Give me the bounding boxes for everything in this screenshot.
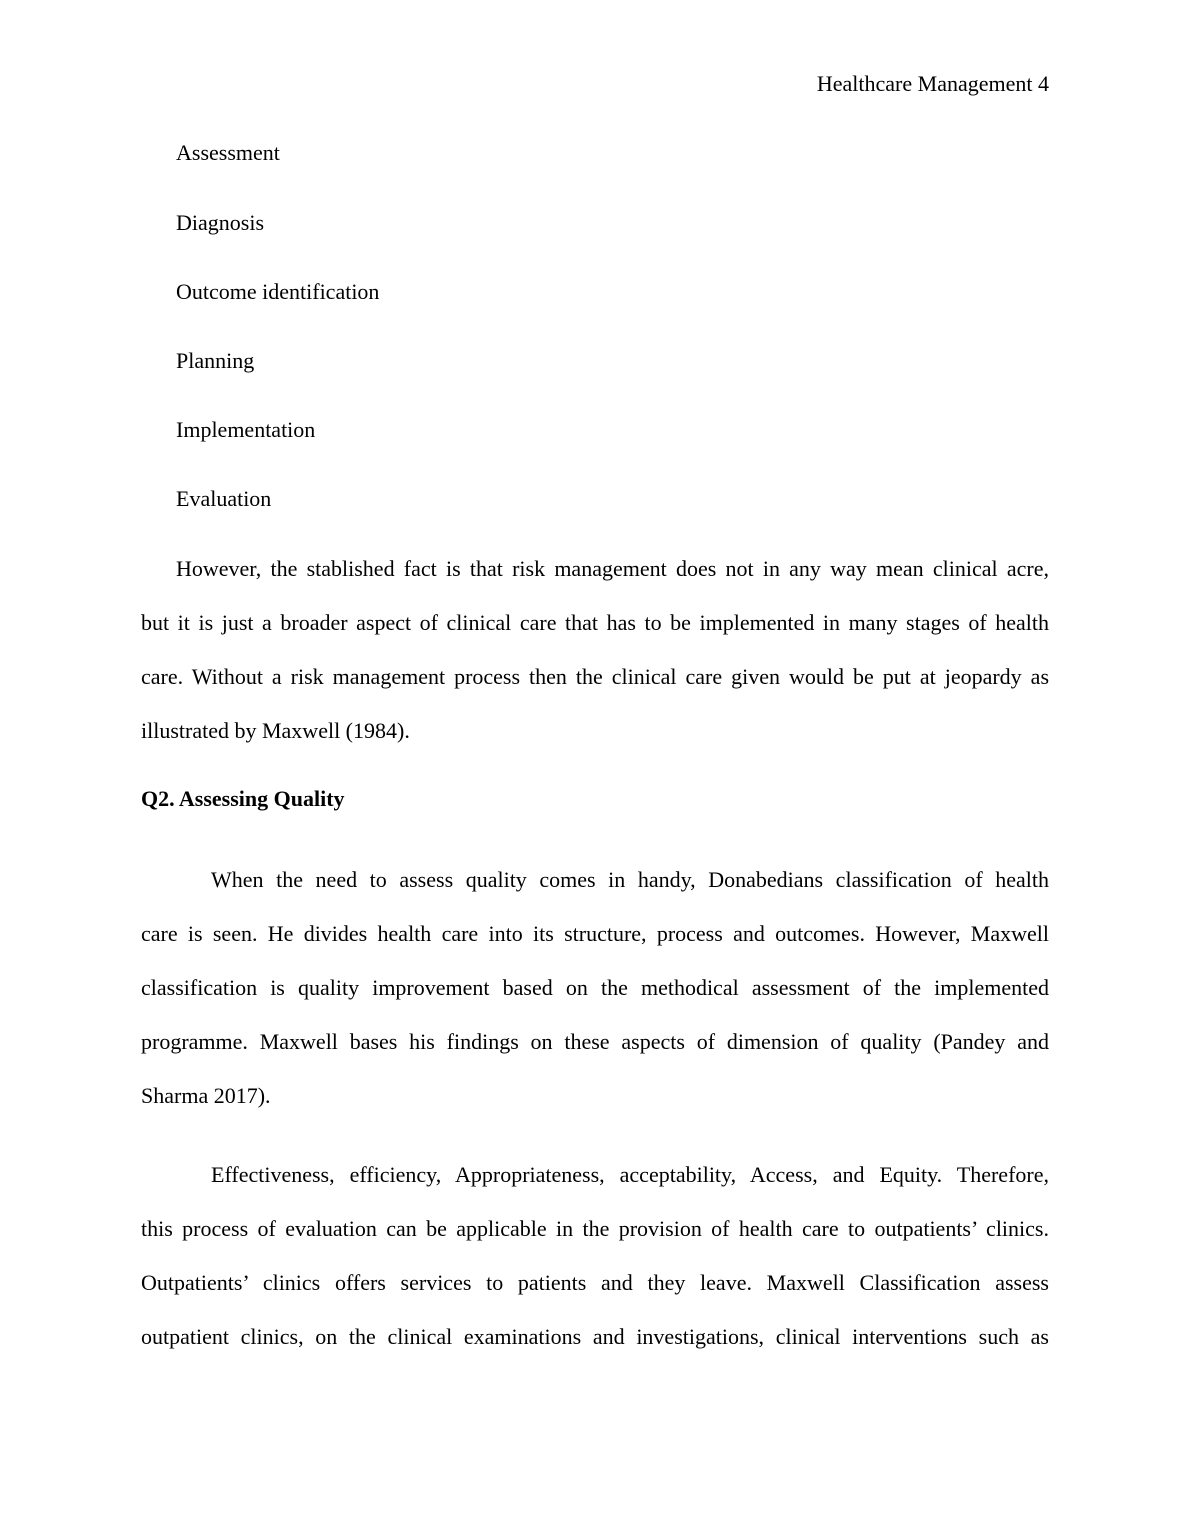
paragraph-line: programme. Maxwell bases his findings on these aspects of dimension of quality (Pandey and	[141, 1029, 1049, 1054]
paragraph-maxwell-dimensions	[141, 1148, 1049, 1364]
section-heading: Q2. Assessing Quality	[141, 786, 345, 811]
process-step-diagnosis: Diagnosis	[176, 210, 264, 235]
paragraph-line: Outpatients’ clinics offers services to patients and they leave. Maxwell Classification assess	[141, 1270, 1049, 1295]
paragraph-line: Sharma 2017).	[141, 1083, 271, 1108]
process-step-assessment: Assessment	[176, 140, 280, 165]
paragraph-line: this process of evaluation can be applicable in the provision of health care to outpatients’ clinics.	[141, 1216, 1049, 1241]
process-step-outcome-identification: Outcome identification	[176, 279, 380, 304]
paragraph-line: classification is quality improvement based on the methodical assessment of the implemented	[141, 975, 1049, 1000]
paragraph-line: but it is just a broader aspect of clinical care that has to be implemented in many stages of health	[141, 610, 1049, 635]
paragraph-assessing-quality	[141, 853, 1049, 1123]
running-head: Healthcare Management 4	[816, 71, 1049, 96]
process-step-implementation: Implementation	[176, 417, 316, 442]
paragraph-line: When the need to assess quality comes in handy, Donabedians classification of health	[211, 867, 1049, 892]
paragraph-line: care. Without a risk management process then the clinical care given would be put at jeopardy as	[141, 664, 1049, 689]
process-step-evaluation: Evaluation	[176, 486, 272, 511]
paragraph-risk-management	[141, 542, 1049, 758]
paragraph-line: care is seen. He divides health care into its structure, process and outcomes. However, Maxwell	[141, 921, 1049, 946]
process-step-planning: Planning	[176, 348, 255, 373]
paragraph-line: However, the stablished fact is that risk management does not in any way mean clinical acre,	[176, 556, 1049, 581]
paragraph-line: outpatient clinics, on the clinical examinations and investigations, clinical interventions such as	[141, 1324, 1049, 1349]
paragraph-line: illustrated by Maxwell (1984).	[141, 718, 410, 743]
paragraph-line: Effectiveness, efficiency, Appropriateness, acceptability, Access, and Equity. Therefore,	[211, 1162, 1049, 1187]
